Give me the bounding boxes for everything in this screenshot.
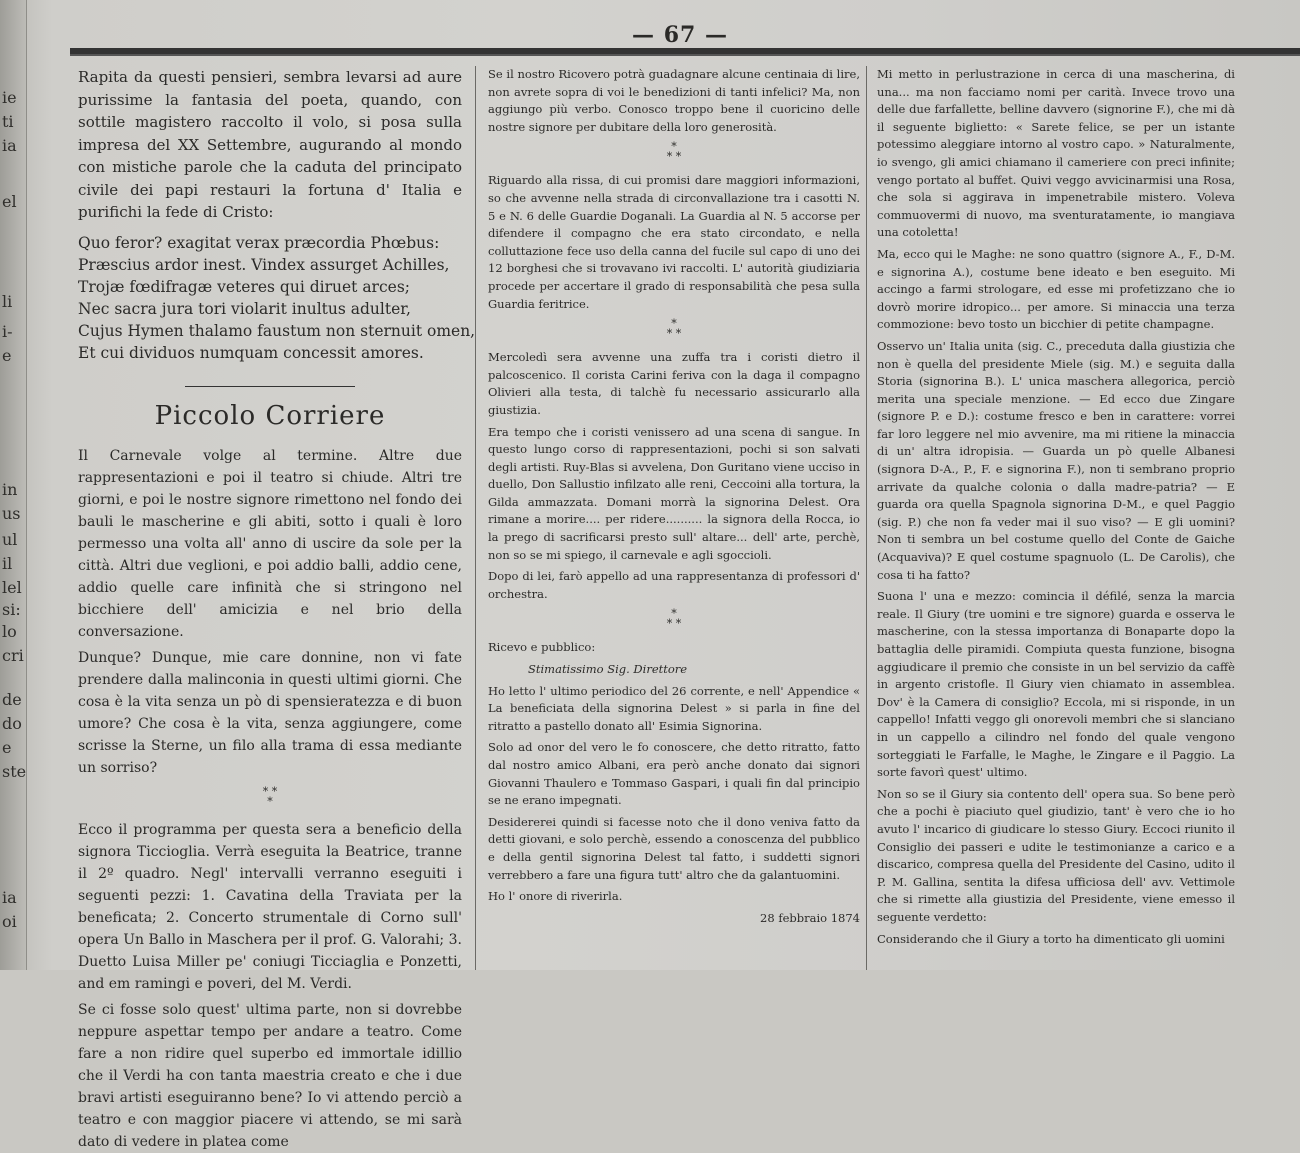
edge-fragment: ia xyxy=(2,888,17,907)
edge-fragment: li xyxy=(2,292,13,311)
article-paragraph: Desidererei quindi si facesse noto che il dono veniva fatto da detti giovani, e solo perchè, essendo a conoscenza del pubblico e della gentil signorina Delest tal fatto, i suddetti signori verrebbero a fare una figura tutt' altro che da galantuomini. xyxy=(488,814,860,882)
intro-paragraph: Rapita da questi pensieri, sembra levarsi ad aure purissime la fantasia del poeta, quando, con sottile magistero raccolto il volo, si posa sulla impresa del XX Settembre, augurando al mondo con mistiche parole che la caduta del principato civile dei papi restauri la fortuna d' Italia e purifichi la fede di Cristo: xyxy=(78,68,462,221)
article-paragraph: Ricevo e pubblico: xyxy=(488,640,596,655)
letter-salutation: Stimatissimo Sig. Direttore xyxy=(528,662,688,677)
verse-line: Cujus Hymen thalamo faustum non sternuit omen, xyxy=(78,321,476,340)
article-paragraph: Ma, ecco qui le Maghe: ne sono quattro (signore A., F., D-M. e signorina A.), costume bene ideato e ben eseguito. Mi accingo a farmi strologare, ed esse mi profetizzano che io dovrò morire idropico... per amore. Si minaccia una terza commozione: bevo tosto un bicchier di petite champagne. xyxy=(877,246,1235,332)
edge-fragment: il xyxy=(2,554,13,573)
facing-page-edge xyxy=(0,0,27,970)
asterism-divider: * * * xyxy=(666,317,682,341)
header-rule xyxy=(70,48,1300,56)
edge-fragment: oi xyxy=(2,912,17,931)
section-rule xyxy=(185,386,355,387)
column-1 xyxy=(78,66,476,1150)
column-2 xyxy=(488,66,860,970)
edge-fragment: ia xyxy=(2,136,17,155)
article-paragraph: Osservo un' Italia unita (sig. C., preceduta dalla giustizia che non è quella del presidente Miele (sig. M.) e seguita dalla Storia (signorina B.). L' unica maschera allegorica, perciò merita una speciale menzione. — Ed ecco due Zingare (signore P. e D.): costume fresco e ben in carattere: vorrei far loro leggere nel mio avvenire, ma mi ritiene la minaccia di un' altra idropisia. — Guarda un pò quelle Albanesi (signora D-A., P., F. e signorina F.), non ti sembrano proprio arrivate da qualche colonia o dalla madre-patria? — E guarda ora quella Spagnola signorina D-M., e quel Paggio (sig. P.) che non fa veder mai il suo viso? — E gli uomini? Non ti sembra un bel costume quello del Conte de Gaiche (Acquaviva)? E quel costume spagnuolo (L. De Carolis), che cosa ti ha fatto? xyxy=(877,338,1235,582)
verse-line: Quo feror? exagitat verax præcordia Phœbus: xyxy=(78,233,440,252)
edge-fragment: ste xyxy=(2,762,27,781)
edge-fragment: do xyxy=(2,714,22,733)
section-heading: Piccolo Corriere xyxy=(154,400,386,431)
edge-fragment: ul xyxy=(2,530,18,549)
verse-line: Præscius ardor inest. Vindex assurget Achilles, xyxy=(78,255,450,274)
article-paragraph: Se ci fosse solo quest' ultima parte, non si dovrebbe neppure aspettar tempo per andare a teatro. Come fare a non ridire quel superbo ed immortale idillio che il Verdi ha con tanta maestria creato e che i due bravi artisti eseguiranno bene? Io vi attendo perciò a teatro e con maggior piacere vi attendo, se mi sarà dato di vedere in platea come xyxy=(78,1001,462,1150)
column-divider xyxy=(866,66,867,970)
column-3 xyxy=(877,66,1235,970)
verse-line: Trojæ fœdifragæ veteres qui diruet arces; xyxy=(78,277,410,296)
article-paragraph: Il Carnevale volge al termine. Altre due rappresentazioni e poi il teatro si chiude. Altri tre giorni, e poi le nostre signore rimettono nel fondo dei bauli le mascherine e gli abiti, sotto i quali è loro permesso una volta all' anno di uscire da sole per la città. Altri due veglioni, e poi addio balli, addio cene, addio quelle care infinità che si stringono nel bicchiere dell' amicizia e nel brio della conversazione. xyxy=(78,447,462,640)
edge-fragment: e xyxy=(2,738,12,757)
verse-line: Nec sacra jura tori violarit inultus adulter, xyxy=(78,299,411,318)
article-paragraph: Dunque? Dunque, mie care donnine, non vi fate prendere dalla malinconia in questi ultimi giorni. Che cosa è la vita senza un pò di spensieratezza e di buon umore? Che cosa è la vita, senza aggiungere, come scrisse la Sterne, un filo alla trama di essa mediante un sorriso? xyxy=(78,649,462,776)
article-paragraph: Mi metto in perlustrazione in cerca di una mascherina, di una... ma non facciamo nomi per carità. Invece trovo una delle due farfallette, belline davvero (signorine F.), che mi dà il seguente biglietto: « Sarete felice, se per un istante potessimo aleggiare intorno al vostro capo. » Naturalmente, io svengo, gli amici chiamano il cameriere con preci infinite; vengo portato al buffet. Quivi veggo avvicinarmisi una Rosa, che sola si aggirava in impenetrabile mistero. Voleva commuovermi di nuovo, ma sventuratamente, io mangiava una cotoletta! xyxy=(877,67,1235,240)
article-paragraph: Riguardo alla rissa, di cui promisi dare maggiori informazioni, so che avvenne nella strada di circonvallazione tra i casotti N. 5 e N. 6 delle Guardie Doganali. La Guardia al N. 5 accorse per difendere il compagno che era stato circondato, e nella colluttazione fece uso della canna del fucile sul capo di uno dei 12 borghesi che si trovavano ivi raccolti. L' autorità giudiziaria procede per accertare il grado di responsabilità che pesa sulla Guardia feritrice. xyxy=(488,173,860,311)
article-paragraph: Solo ad onor del vero le fo conoscere, che detto ritratto, fatto dal nostro amico Albani, era però anche donato dai signori Giovanni Thaulero e Tommaso Gaspari, i quali fin dal principio se ne erano impegnati. xyxy=(488,740,860,808)
verse-line: Et cui dividuos numquam concessit amores. xyxy=(78,343,424,362)
article-paragraph: Era tempo che i coristi venissero ad una scena di sangue. In questo lungo corso di rappresentazioni, pochi si son salvati degli artisti. Ruy-Blas si avvelena, Don Guritano viene ucciso in duello, Don Sallustio infilzato alle reni, Ceccoini alla tortura, la Gilda ammazzata. Domani morrà la signorina Delest. Ora rimane a morire.... per ridere.......... la signora della Rocca, io la prego di sacrificarsi presto sull' altare... dell' arte, perchè, non so se mi spiego, il carnevale e agli sgoccioli. xyxy=(488,424,860,562)
letter-date: 28 febbraio 1874 xyxy=(760,910,860,925)
edge-fragment: si: xyxy=(2,600,21,619)
edge-fragment: in xyxy=(2,480,18,499)
edge-fragment: de xyxy=(2,690,22,709)
edge-fragment: el xyxy=(2,192,17,211)
asterism-divider: * * * xyxy=(262,784,278,808)
edge-fragment: ie xyxy=(2,88,17,107)
edge-fragment: us xyxy=(2,504,21,523)
edge-fragment: e xyxy=(2,346,12,365)
article-paragraph: Considerando che il Giury a torto ha dimenticato gli uomini xyxy=(877,931,1225,946)
edge-fragment: lo xyxy=(2,622,17,641)
article-paragraph: Non so se il Giury sia contento dell' opera sua. So bene però che a pochi è piaciuto quel giudizio, tant' è vero che io ho avuto l' incarico di giudicare lo stesso Giury. Eccoci riunito il Consiglio dei passeri e udite le testimonianze a carico e a discarico, compresa quella del Presidente del Casino, udito il P. M. Gallina, sentita la difesa ufficiosa dell' avv. Vettimole che si rimette alla giustizia del Presidente, viene emesso il seguente verdetto: xyxy=(877,786,1235,924)
article-paragraph: Ecco il programma per questa sera a beneficio della signora Ticcioglia. Verrà eseguita la Beatrice, tranne il 2º quadro. Negl' intervalli verranno eseguiti i seguenti pezzi: 1. Cavatina della Traviata per la beneficata; 2. Concerto strumentale di Corno sull' opera Un Ballo in Maschera per il prof. G. Valorahi; 3. Duetto Luisa Miller pe' coniugi Ticciaglia e Ponzetti, and em ramingi e poveri, del M. Verdi. xyxy=(78,821,462,992)
edge-fragment: i- xyxy=(2,322,13,341)
asterism-divider: * * * xyxy=(666,607,682,631)
latin-verse xyxy=(78,232,476,364)
edge-fragment: ti xyxy=(2,112,14,131)
edge-fragment: lel xyxy=(2,578,22,597)
article-paragraph: Ho l' onore di riverirla. xyxy=(488,889,623,904)
article-paragraph: Ho letto l' ultimo periodico del 26 corrente, e nell' Appendice « La beneficiata della signorina Delest » si parla in fine del ritratto a pastello donato all' Esimia Signorina. xyxy=(488,683,860,733)
column-divider xyxy=(475,66,476,970)
article-paragraph: Se il nostro Ricovero potrà guadagnare alcune centinaia di lire, non avrete sopra di voi le benedizioni di tanti infelici? Ma, non aggiungo più verbo. Conosco troppo bene il cuoricino delle nostre signore per dubitare della loro generosità. xyxy=(488,67,860,134)
asterism-divider: * * * xyxy=(666,140,682,164)
article-paragraph: Suona l' una e mezzo: comincia il défilé, senza la marcia reale. Il Giury (tre uomini e tre signore) guarda e osserva le mascherine, con la stessa importanza di Bonaparte dopo la battaglia delle piramidi. Compiuta questa funzione, bisogna aggiudicare il premio che consiste in un bel servizio da caffè in argento cristofle. Il Giury vien chiamato in assemblea. Dov' è la Camera di consiglio? Eccola, mi si risponde, in un cappello! Infatti veggo gli onorevoli membri che si slanciano in un cappello a cilindro nel fondo del quale vengono sorteggiati le Farfalle, le Maghe, le Zingare e il Paggio. La sorte favorì quest' ultimo. xyxy=(877,589,1235,780)
edge-fragment: cri xyxy=(2,646,24,665)
article-paragraph: Dopo di lei, farò appello ad una rappresentanza di professori d' orchestra. xyxy=(488,569,860,601)
page-number: — 67 — xyxy=(632,22,728,48)
article-paragraph: Mercoledì sera avvenne una zuffa tra i coristi dietro il palcoscenico. Il corista Carini feriva con la daga il compagno Olivieri alla testa, di talchè fu necessario assicurarlo alla giustizia. xyxy=(488,350,860,417)
